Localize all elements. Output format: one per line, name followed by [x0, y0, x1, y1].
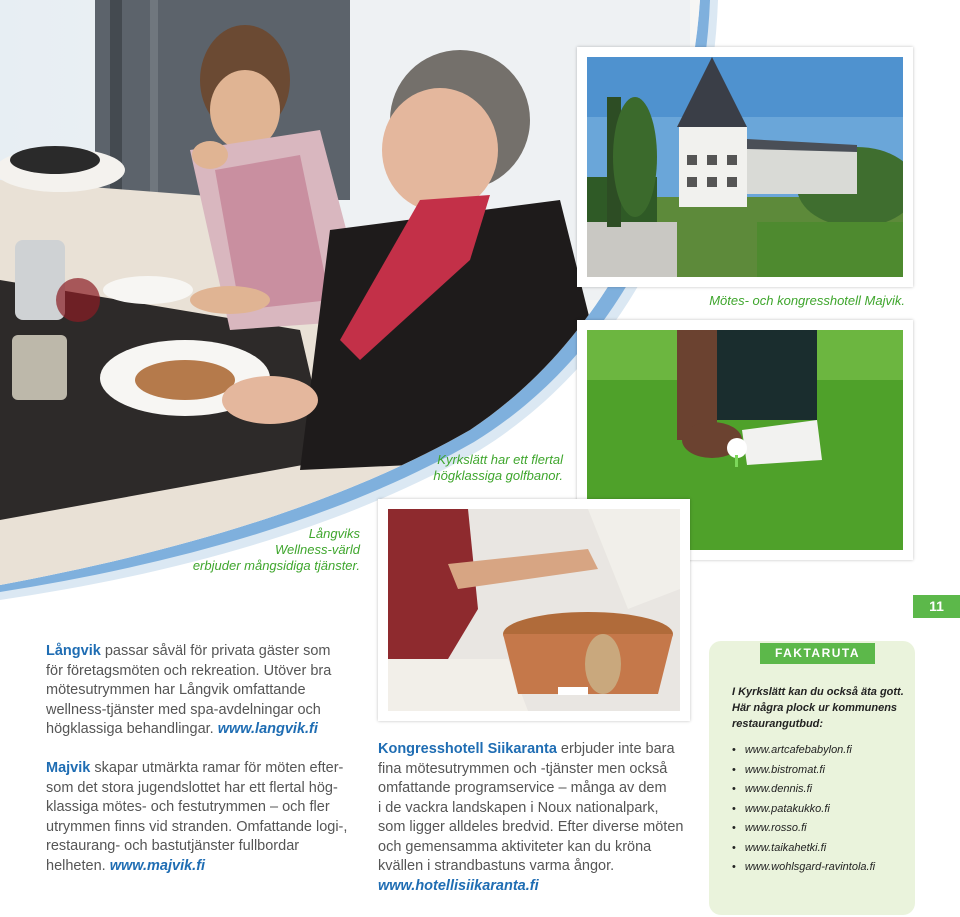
- restaurant-link[interactable]: • www.artcafebabylon.fi: [732, 741, 875, 761]
- wellness-caption: Långviks Wellness-värld erbjuder mångsidiga tjänster.: [192, 526, 360, 573]
- langvik-lead: Långvik: [46, 643, 101, 659]
- restaurant-list: [732, 741, 875, 878]
- siikaranta-link[interactable]: www.hotellisiikaranta.fi: [378, 877, 539, 894]
- restaurant-link[interactable]: • www.taikahetki.fi: [732, 839, 875, 859]
- majvik-paragraph: Majvik skapar utmärkta ramar för möten efter- som det stora jugendslottet har ett flertal hög- klassiga mötes- och festutrymmen – och fler utrymmen finns vid stranden. Omfattande logi-, restaurang- och bastutjänster fullbordar helheten. www.majvik.fi: [46, 760, 348, 874]
- restaurant-link[interactable]: • www.rosso.fi: [732, 819, 875, 839]
- restaurant-link[interactable]: • www.bistromat.fi: [732, 761, 875, 781]
- restaurant-link[interactable]: • www.dennis.fi: [732, 780, 875, 800]
- langvik-paragraph: Långvik passar såväl för privata gäster som för företagsmöten och rekreation. Utöver bra mötesutrymmen har Långvik omfattande wellness-tjänster med spa-avdelningar och högklassiga behandlingar. www.langvik.fi: [46, 643, 332, 737]
- majvik-link[interactable]: www.majvik.fi: [109, 857, 206, 874]
- langvik-link[interactable]: www.langvik.fi: [217, 721, 318, 737]
- restaurant-link[interactable]: • www.patakukko.fi: [732, 800, 875, 820]
- page-number: 11: [913, 595, 960, 618]
- siikaranta-lead: Kongresshotell Siikaranta: [378, 741, 557, 757]
- golf-caption: Kyrkslätt har ett flertal högklassiga golfbanor.: [433, 452, 563, 483]
- siikaranta-paragraph: Kongresshotell Siikaranta erbjuder inte bara fina mötesutrymmen och -tjänster men också omfattande programservice – många av dem i de vackra landskapen i Noux nationalpark, som ligger alldeles bredvid. Efter diverse möten och gemensamma aktiviteter kan du kröna kvällen i strandbastuns varma ångor. www.hotellisiikaranta.fi: [378, 741, 684, 894]
- fact-box-intro: I Kyrkslätt kan du också äta gott. Här några plock ur kommunens restaurangutbud:: [732, 686, 904, 730]
- hotel-photo: [587, 57, 903, 277]
- fact-box-title: FAKTARUTA: [760, 643, 875, 664]
- spa-photo-frame: [378, 499, 690, 721]
- hotel-photo-frame: [577, 47, 913, 287]
- restaurant-link[interactable]: • www.wohlsgard-ravintola.fi: [732, 858, 875, 878]
- spa-photo: [388, 509, 680, 711]
- hotel-caption: Mötes- och kongresshotell Majvik.: [709, 293, 905, 308]
- majvik-lead: Majvik: [46, 760, 91, 776]
